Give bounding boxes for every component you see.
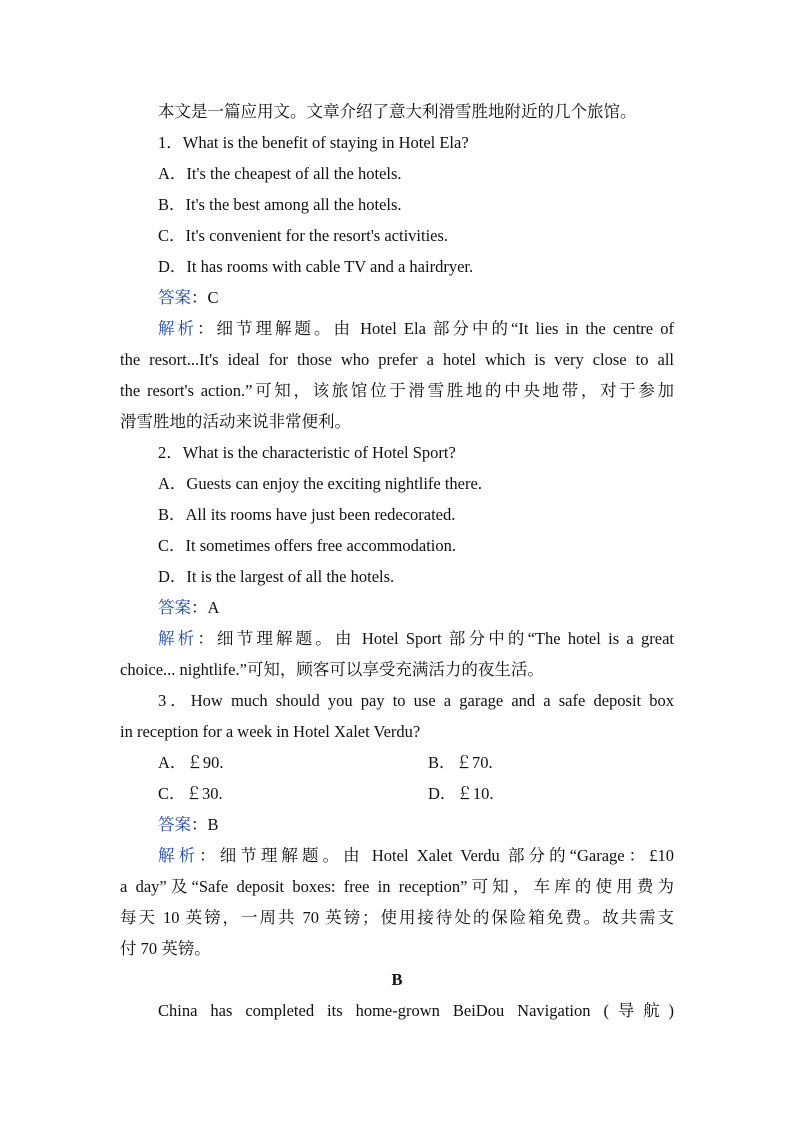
analysis-label: 解析: [158, 846, 200, 865]
question-2: 2．What is the characteristic of Hotel Sport?: [158, 443, 456, 462]
analysis-label: 解析: [158, 319, 197, 338]
answer-label: 答案: [158, 815, 191, 834]
q1-option-c: C．It's convenient for the resort's activities.: [158, 226, 449, 245]
q1-analysis-line-4: 滑雪胜地的活动来说非常便利。: [120, 412, 351, 431]
q3-options-row-1: [120, 747, 674, 778]
q3-analysis-line-3: 每天 10 英镑，一周共 70 英镑；使用接待处的保险箱免费。故共需支: [120, 908, 674, 927]
q1-option-a: A．It's the cheapest of all the hotels.: [158, 164, 402, 183]
q2-answer-value: ：A: [191, 598, 220, 617]
intro-text: 本文是一篇应用文。文章介绍了意大利滑雪胜地附近的几个旅馆。: [158, 102, 637, 121]
q1-answer: [120, 282, 674, 313]
q2-analysis-line-2: choice... nightlife.”可知，顾客可以享受充满活力的夜生活。: [120, 660, 544, 679]
q1-analysis-line-3: the resort's action.”可知，该旅馆位于滑雪胜地的中央地带，对于参加: [120, 381, 674, 400]
q2-option-d: D．It is the largest of all the hotels.: [158, 567, 395, 586]
q3-options-row-2: [120, 778, 674, 809]
q2-answer: [120, 592, 674, 623]
analysis-label: 解析: [158, 629, 198, 648]
q3-analysis-line-4: 付 70 英镑。: [120, 939, 211, 958]
q3-option-d: D．￡10.: [428, 784, 494, 803]
q3-analysis-line-1: [120, 840, 674, 871]
q1-option-d: D．It has rooms with cable TV and a hairdryer.: [158, 257, 474, 276]
q1-analysis-text-1: ：细节理解题。由 Hotel Ela 部分中的“It lies in the centre of: [197, 319, 674, 338]
question-3-line-1: 3．How much should you pay to use a garage and a safe deposit box: [158, 691, 674, 710]
passage-b-first-line: China has completed its home-grown BeiDou Navigation (导航): [158, 1001, 674, 1020]
q3-analysis-text-1: ：细节理解题。由 Hotel Xalet Verdu 部分的“Garage：£10: [199, 846, 675, 865]
q2-analysis-text-1: ：细节理解题。由 Hotel Sport 部分中的“The hotel is a great: [197, 629, 674, 648]
q3-answer-value: ：B: [191, 815, 219, 834]
q2-option-b: B．All its rooms have just been redecorated.: [158, 505, 456, 524]
answer-label: 答案: [158, 598, 191, 617]
question-3-line-2: in reception for a week in Hotel Xalet Verdu?: [120, 722, 421, 741]
q2-option-a: A．Guests can enjoy the exciting nightlife there.: [158, 474, 482, 493]
q1-analysis-line-1: [120, 313, 674, 344]
q2-analysis-line-1: [120, 623, 674, 654]
q3-option-c: C．￡30.: [158, 784, 223, 803]
q3-analysis-line-2: a day”及“Safe deposit boxes: free in reception”可知，车库的使用费为: [120, 877, 674, 896]
q3-option-b: B．￡70.: [428, 753, 493, 772]
answer-label: 答案: [158, 288, 191, 307]
q3-option-a: A．￡90.: [158, 753, 224, 772]
section-b-heading: B: [391, 970, 403, 989]
q1-answer-value: ：C: [191, 288, 219, 307]
q1-analysis-line-2: the resort...It's ideal for those who prefer a hotel which is very close to all: [120, 350, 674, 369]
q2-option-c: C．It sometimes offers free accommodation.: [158, 536, 456, 555]
q3-answer: [120, 809, 674, 840]
question-1: 1．What is the benefit of staying in Hotel Ela?: [158, 133, 469, 152]
q1-option-b: B．It's the best among all the hotels.: [158, 195, 402, 214]
